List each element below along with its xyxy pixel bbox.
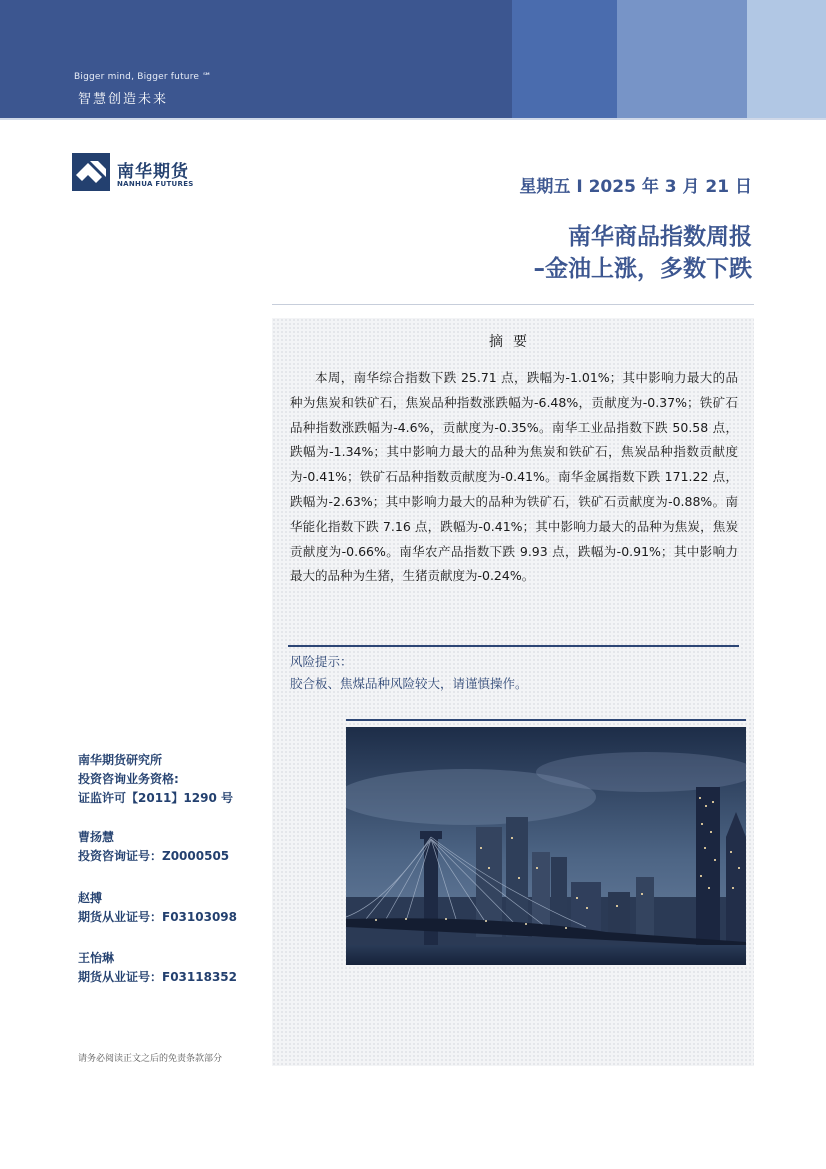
disclaimer-note: 请务必阅读正文之后的免责条款部分: [78, 1054, 223, 1064]
risk-divider: [288, 645, 739, 647]
report-date: 星期五 Ⅰ 2025 年 3 月 21 日: [519, 177, 752, 197]
skyline-illustration: [346, 727, 746, 965]
analyst-cert: 期货从业证号：F03118352: [78, 970, 237, 984]
banner-underline: [0, 118, 826, 120]
header-banner: [0, 0, 826, 118]
nanhua-logo-icon: [72, 153, 110, 191]
analyst-3: [78, 949, 237, 987]
risk-heading: 风险提示：: [290, 654, 353, 669]
risk-text: 胶合板、焦煤品种风险较大，请谨慎操作。: [290, 676, 528, 691]
institute-name: 南华期货研究所: [78, 753, 163, 767]
slogan-chinese: 智慧创造未来: [78, 92, 169, 107]
analyst-1: [78, 828, 229, 866]
institute-info: [78, 751, 233, 808]
analyst-name: 赵搏: [78, 891, 103, 905]
abstract-panel: [272, 318, 754, 1066]
abstract-heading: 摘要: [489, 334, 537, 350]
analyst-name: 王怡琳: [78, 951, 115, 965]
city-skyline-photo: [346, 727, 746, 965]
company-logo: [72, 153, 212, 193]
analyst-name: 曹扬慧: [78, 830, 115, 844]
banner-block-pale: [747, 0, 826, 118]
banner-block-light: [617, 0, 747, 118]
license-number: 证监许可【2011】1290 号: [78, 791, 233, 805]
logo-name-cn: 南华期货: [117, 162, 189, 182]
banner-block-dark: [0, 0, 512, 118]
report-subtitle: –金油上涨，多数下跌: [533, 256, 752, 282]
analyst-2: [78, 889, 237, 927]
abstract-body: 本周，南华综合指数下跌 25.71 点，跌幅为-1.01%；其中影响力最大的品种为焦炭和铁矿石，焦炭品种指数涨跌幅为-6.48%，贡献度为-0.37%；铁矿石品种指数涨跌幅为-4.6%，贡献度为-0.35%。南华工业品指数下跌 50.58 点，跌幅为-1.34%；其中影响力最大的品种为焦炭和铁矿石，焦炭品种指数贡献度为-0.41%；铁矿石品种指数贡献度为-0.41%。南华金属指数下跌 171.22 点，跌幅为-2.63%；其中影响力最大的品种为铁矿石，铁矿石贡献度为-0.88%。南华能化指数下跌 7.16 点，跌幅为-0.41%；其中影响力最大的品种为焦炭，焦炭贡献度为-0.66%。南华农产品指数下跌 9.93 点，跌幅为-0.91%；其中影响力最大的品种为生猪，生猪贡献度为-0.24%。: [290, 370, 738, 584]
analyst-cert: 投资咨询证号：Z0000505: [78, 849, 230, 863]
license-label: 投资咨询业务资格:: [78, 772, 179, 786]
title-divider: [272, 304, 754, 305]
slogan-english: Bigger mind, Bigger future ℠: [74, 72, 212, 82]
logo-name-en: NANHUA FUTURES: [117, 180, 194, 188]
report-title: 南华商品指数周报: [568, 224, 752, 250]
photo-divider: [346, 719, 746, 721]
banner-block-medium: [512, 0, 617, 118]
analyst-cert: 期货从业证号：F03103098: [78, 910, 237, 924]
